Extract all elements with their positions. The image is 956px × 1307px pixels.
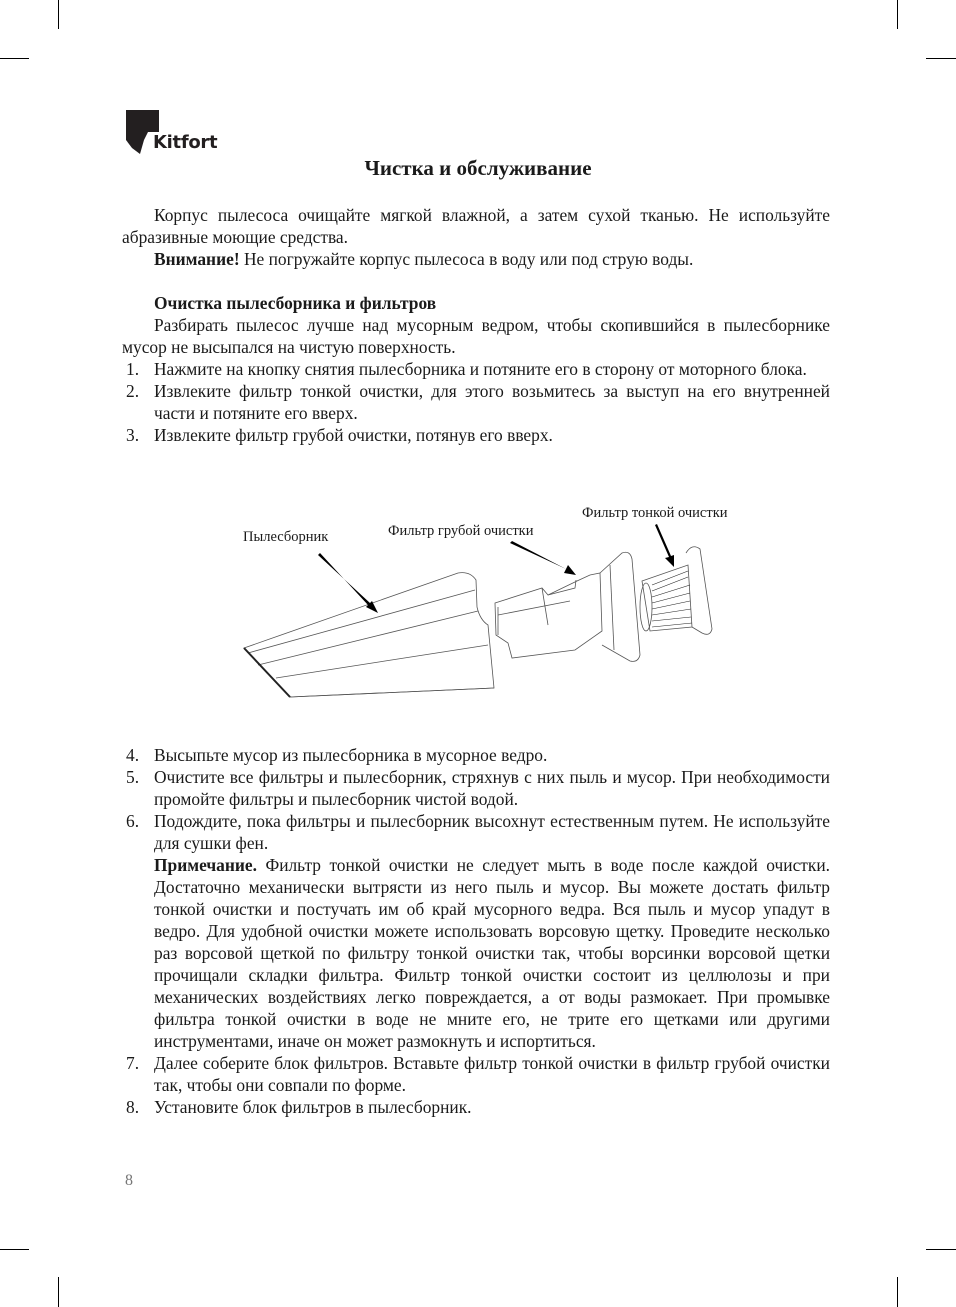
- cleaning-steps-continued: [122, 744, 830, 1118]
- arrow-dust-container: [318, 553, 378, 613]
- crop-mark: [897, 0, 898, 29]
- dust-container-drawing: [244, 573, 494, 697]
- step-item: [122, 358, 830, 380]
- step-number: 4.: [126, 745, 140, 765]
- note-label: Примечание.: [154, 855, 257, 875]
- step-item: [122, 1096, 830, 1118]
- step-number: 8.: [126, 1097, 140, 1117]
- exploded-view-figure: [230, 495, 750, 715]
- step-text: Извлеките фильтр тонкой очистки, для этого возьмитесь за выступ на его внутренней части и потяните его вверх.: [154, 381, 830, 423]
- page-number: 8: [125, 1172, 133, 1189]
- intro-paragraph: Корпус пылесоса очищайте мягкой влажной, а затем сухой тканью. Не используйте абразивные моющие средства.: [122, 205, 830, 247]
- intro-block: [122, 204, 830, 270]
- subsection-title-text: Очистка пылесборника и фильтров: [154, 293, 437, 313]
- note-paragraph: [122, 854, 830, 1052]
- crop-mark: [58, 1277, 59, 1307]
- warning-paragraph: [122, 248, 830, 270]
- cleaning-section: [122, 292, 830, 446]
- label-coarse-filter: Фильтр грубой очистки: [388, 523, 534, 539]
- note-text: Фильтр тонкой очистки не следует мыть в воде после каждой очистки. Достаточно механически вытрясти из него пыль и мусор. Вы можете достать фильтр тонкой очистки и постучать им об край мусорного ведра. Вся пыль и мусор упадут в ведро. Для удобной очистки можете использовать ворсовую щетку. Проведите несколько раз ворсовой щеткой по фильтру тонкой очистки так, чтобы ворсинки ворсовой щетки прочищали складки фильтра. Фильтр тонкой очистки состоит из целлюлозы и при механических воздействиях легко повреждается, а от воды размокает. При промывке фильтра тонкой очистки в воде не мните его, не трите его щетками или другими инструментами, иначе он может размокнуть и испортиться.: [154, 855, 830, 1051]
- section-title: Чистка и обслуживание: [364, 156, 592, 180]
- warning-label: Внимание!: [154, 249, 240, 269]
- step-item: [122, 744, 830, 766]
- step-text: Подождите, пока фильтры и пылесборник высохнут естественным путем. Не используйте для сушки фен.: [154, 811, 830, 853]
- step-number: 1.: [126, 359, 140, 379]
- step-item: [122, 1052, 830, 1096]
- step-item: [122, 766, 830, 810]
- step-item: [122, 810, 830, 854]
- arrow-coarse-filter: [510, 541, 576, 575]
- crop-mark: [0, 58, 29, 59]
- step-text: Извлеките фильтр грубой очистки, потянув его вверх.: [154, 425, 553, 445]
- step-text: Установите блок фильтров в пылесборник.: [154, 1097, 472, 1117]
- crop-mark: [926, 58, 956, 59]
- step-text: Далее соберите блок фильтров. Вставьте фильтр тонкой очистки в фильтр грубой очистки так, чтобы они совпали по форме.: [154, 1053, 830, 1095]
- step-item: [122, 380, 830, 424]
- label-dust-container: Пылесборник: [243, 529, 329, 545]
- crop-mark: [926, 1249, 956, 1250]
- crop-mark: [58, 0, 59, 29]
- step-number: 5.: [126, 767, 140, 787]
- step-number: 7.: [126, 1053, 140, 1073]
- subsection-intro: Разбирать пылесос лучше над мусорным ведром, чтобы скопившийся в пылесборнике мусор не высыпался на чистую поверхность.: [122, 315, 830, 357]
- step-number: 6.: [126, 811, 140, 831]
- fine-filter-drawing: [640, 547, 712, 635]
- crop-mark: [0, 1249, 29, 1250]
- step-text: Нажмите на кнопку снятия пылесборника и потяните его в сторону от моторного блока.: [154, 359, 807, 379]
- step-number: 2.: [126, 381, 140, 401]
- label-fine-filter: Фильтр тонкой очистки: [582, 505, 728, 521]
- step-number: 3.: [126, 425, 140, 445]
- step-text: Очистите все фильтры и пылесборник, стряхнув с них пыль и мусор. При необходимости промойте фильтры и пылесборник чистой водой.: [154, 767, 830, 809]
- figure-drawing: [230, 495, 750, 715]
- arrow-fine-filter: [655, 524, 674, 567]
- crop-mark: [897, 1277, 898, 1307]
- warning-text: Не погружайте корпус пылесоса в воду или под струю воды.: [239, 249, 694, 269]
- step-item: [122, 424, 830, 446]
- step-text: Высыпьте мусор из пылесборника в мусорное ведро.: [154, 745, 548, 765]
- subsection-title: [122, 292, 830, 314]
- brand-name: Kitfort: [153, 132, 218, 153]
